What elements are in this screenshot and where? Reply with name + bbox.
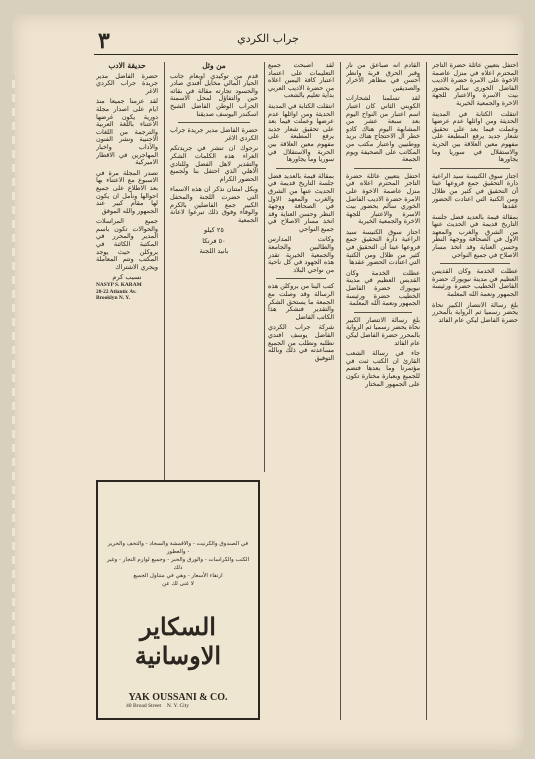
ad-line: الكتب والكراسات - والورق والحبر - وجميع لوازم التجار - وغير ذلك (106, 557, 250, 571)
address-line: NASYP S. KARAM (96, 282, 142, 289)
advertisement-box (96, 480, 260, 720)
column-news-1 (346, 62, 420, 720)
paragraph: لقد عزمنا جميعا منذ ايام على اصدار مجلة دورية يكون غرضها الاعتناء باللغة العربية والترجمة من اللغات الاجنبية ونشر الفنون والآداب واخبار المهاجرين في الاقطار الاميركية (96, 97, 158, 167)
paragraph: عطلت الخدمة وكان القديس العظيم في مدينة نيويورك حضرة الفاضل الخطيب حضرة ورئيسة الجمهور ونعمة الله المعلمة (432, 267, 518, 299)
paragraph: اجتاز سوق الكنيسة سيد الراعية دارة التحقيق جمع فروعها عينا أن التحقيق في كثير من ظلال ومن الكتبة التي اعتادت الحضور عقدها (432, 171, 518, 211)
separator (276, 278, 326, 279)
paragraph: بمقالة قيمة بالعديد فضل جلسة التاريخ قديمة في الحديث عنها من الشرق والغرب والمعهد الاول في الصحافة ووجهة النظر وحسن العناية وقد اتخذ مسار الاصلاح في جميع النواحي (432, 212, 518, 259)
paragraph: احتفل بتعيين عائلة حضرة التاجر المحترم اعلاه في منزل عاصمة الاخوة على الامرة حضرة الاديب الفاضل الخوري سالم بحضور بيت الاسرة والاعتبار للجهة الاخرة والجمعية الخيرية (346, 171, 420, 226)
column-divider (340, 62, 341, 720)
paragraph: قدم من توكيدي اوبعام جانب الحيار المالي مخايل افندي صادر والحسود تجارته مقالة في بقائه حين والتفاؤل لمحل الاسمنة الجراب الوطن الفاضل الشيخ اسكندر اليوسف صديقنا (170, 71, 258, 118)
paragraph: حضرة الفاضل مدير جريدة جراب الكردي الاغر (96, 71, 158, 95)
address-line: Brooklyn N. Y. (96, 295, 130, 302)
paragraph: نرجوك ان تنشر في جريدتكم الغراء هذه الكلمات الشكر والتقدير لاهل الفضل وللنادي الاهلي الذي احتفل بنا ولجميع الحضور الكرام (170, 144, 258, 183)
page-edge (12, 74, 15, 714)
ad-street: 40 Broad Street (126, 703, 162, 709)
separator (440, 168, 510, 169)
separator (440, 263, 510, 264)
ad-city: N. Y. City (166, 703, 190, 709)
column-heading: من وئل (202, 62, 226, 70)
paragraph: اجتاز سوق الكنيسة سيد الراعية دارة التحقيق جمع فروعها عينا أن التحقيق في كثير من ظلال ومن الكتبة التي اعتادت الحضور عقدها (346, 227, 420, 267)
list-item: ٢٥ كيلو (204, 226, 224, 235)
ad-title: السكاير الاوسانية (134, 612, 222, 670)
separator (354, 168, 412, 169)
column-divider (426, 62, 427, 720)
separator (276, 168, 326, 169)
paragraph: بلغ رسالة الانتصار الكبير نحاة يحضر رسميا ثم الرواية بالمحرر حضرة الفاضل ليكن عام الفائد (346, 315, 420, 347)
paragraph: القادم انه صباعق من نار وقبر الحرق قربة وانظر أحسن في مظاهر الاخرار والصديقين (346, 62, 420, 92)
header-rule (94, 54, 518, 55)
paragraph: انتقلت الكتابة في المدينة الحديثة ومن اوائلها عدم عرضها وعملت فيما بعد على تحقيق شعار جديد يرفع المطبعة على مفهوم معين العلاقة بين الحرية والاستقلال في سوريا وما يجاورها (268, 101, 334, 164)
ad-company-name: YAK OUSSANI & CO. (128, 692, 228, 703)
paragraph: احتفل بتعيين عائلة حضرة التاجر المحترم اعلاه في منزل عاصمة الاخوة على الامرة حضرة الاديب الفاضل الخوري سالم بحضور بيت الاسرة والاعتبار للجهة الاخرة والجمعية الخيرية (432, 62, 518, 107)
paragraph: جميع المراسلات والحوالات تكون باسم المدير والمحرر في المكتبة الكائنة في بروكلن حيث يوجد المكتب وتتم المعاملة ويجري الاشتراك (96, 217, 158, 271)
paragraph: حضرة الفاضل مدير جريدة جراب الكردي الاغر (170, 126, 258, 142)
ad-company-block (106, 692, 250, 709)
ad-address (106, 703, 250, 709)
paragraph: وبكل امتنان نذكر ان هذه الاسماء التي حضرت اللجنة والمحفل الكبير جمع الفاضلين بالكرم والوفاء وفوق ذلك تبرعوا لاعانة الجمعية (170, 185, 258, 224)
paragraph: بلغ رسالة الانتصار الكبير نحاة يحضر رسميا ثم الرواية بالمحرر حضرة الفاضل ليكن عام الفائد (432, 300, 518, 324)
paragraph: جاء في رسالة الشعب القارئ ان الكتب ثنت في مؤتمرنا وما بعدها فتضم للجميع وبعبارة مختارة تكون على الجمهور المختار (346, 349, 420, 388)
ad-line: في الصندوق والكرنيت - والاقمشة والسجاد - والتحف والحرير - والعطور (107, 541, 249, 555)
paragraph: شركة جراب الكردي الفاضل يوسف افندي نطلبه ونطلب من الجميع مساعدته في ذلك وبالله التوفيق (268, 323, 334, 362)
page-header (12, 14, 524, 66)
column-news-0 (432, 62, 518, 720)
paragraph: وكانت المدارس والطالبين والجامعة والجمعية الخيرية تقدر هذه الجهود في كل ناحية من نواحي البلاد (268, 235, 334, 274)
column-news-3 (170, 62, 258, 472)
column-divider (264, 62, 265, 472)
page-number: ٣ (98, 28, 110, 54)
paragraph: انتقلت الكتابة في المدينة الحديثة ومن اوائلها عدم عرضها وعملت فيما بعد على تحقيق شعار جديد يرفع المطبعة على مفهوم معين العلاقة بين الحرية والاستقلال في سوريا وما يجاورها (432, 109, 518, 164)
ad-line: لا غنى لك عن (162, 581, 194, 587)
paragraph: بمقالة قيمة بالعديد فضل جلسة التاريخ قديمة في الحديث عنها من الشرق والغرب والمعهد الاول في الصحافة ووجهة النظر وحسن العناية وقد اتخذ مسار الاصلاح في جميع النواحي (268, 171, 334, 233)
running-title: جراب الكردي (237, 32, 299, 45)
separator (354, 312, 412, 313)
ad-description (106, 540, 250, 588)
signature: نسيب كرم (112, 273, 142, 282)
column-heading: حديقة الادب (108, 62, 146, 70)
newspaper-page (12, 14, 524, 750)
signature: بانيد اللجنة (199, 247, 229, 256)
column-literary-garden (96, 62, 158, 472)
address-line: 20-22 Atlantic Av. (96, 288, 137, 295)
paragraph: لقد اصبحت جميع التعليمات على اعتماد اعتبار كافة اليمين اعلاه من حضرة الاديب العربي بداية تعليم بالشعب (268, 62, 334, 100)
paragraph: عطلت الخدمة وكان القديس العظيم في مدينة نيويورك حضرة الفاضل الخطيب حضرة ورئيسة الجمهور ونعمة الله المعلمة (346, 268, 420, 308)
separator (178, 122, 250, 123)
paragraph: كتب الينا من بروكلن هذه الرسالة وقد وصلت مع الجمعة ما يستحق الشكر والتقدير فنشكر هذا الكاتب الفاضل (268, 282, 334, 321)
list-item: ٥٠ فرنكا (202, 236, 226, 245)
column-news-2 (268, 62, 334, 720)
paragraph: لقد تسلمنا لشحارات الكويني الثاني كان اعتبار اسم اعتبار من النواح اليوم بعد سبعة عشر من المشابهة اليوم هناك كادو خطر ال الاحتجاج هناك بريد ووطنيين واعتبار مكتب من المكاتب على الصحيفة ويوم الجمعة (346, 94, 420, 164)
ad-line: ارتقاء الأسعار - وهي في متناول الجميع (133, 573, 223, 579)
paragraph: تصدر المجلة مرة في الاسبوع مع الاعتناء بها بعد الاطلاع على جميع احوالها ونأمل ان يكون لها مقام كبير عند الجمهور والله الموفق (96, 168, 158, 215)
